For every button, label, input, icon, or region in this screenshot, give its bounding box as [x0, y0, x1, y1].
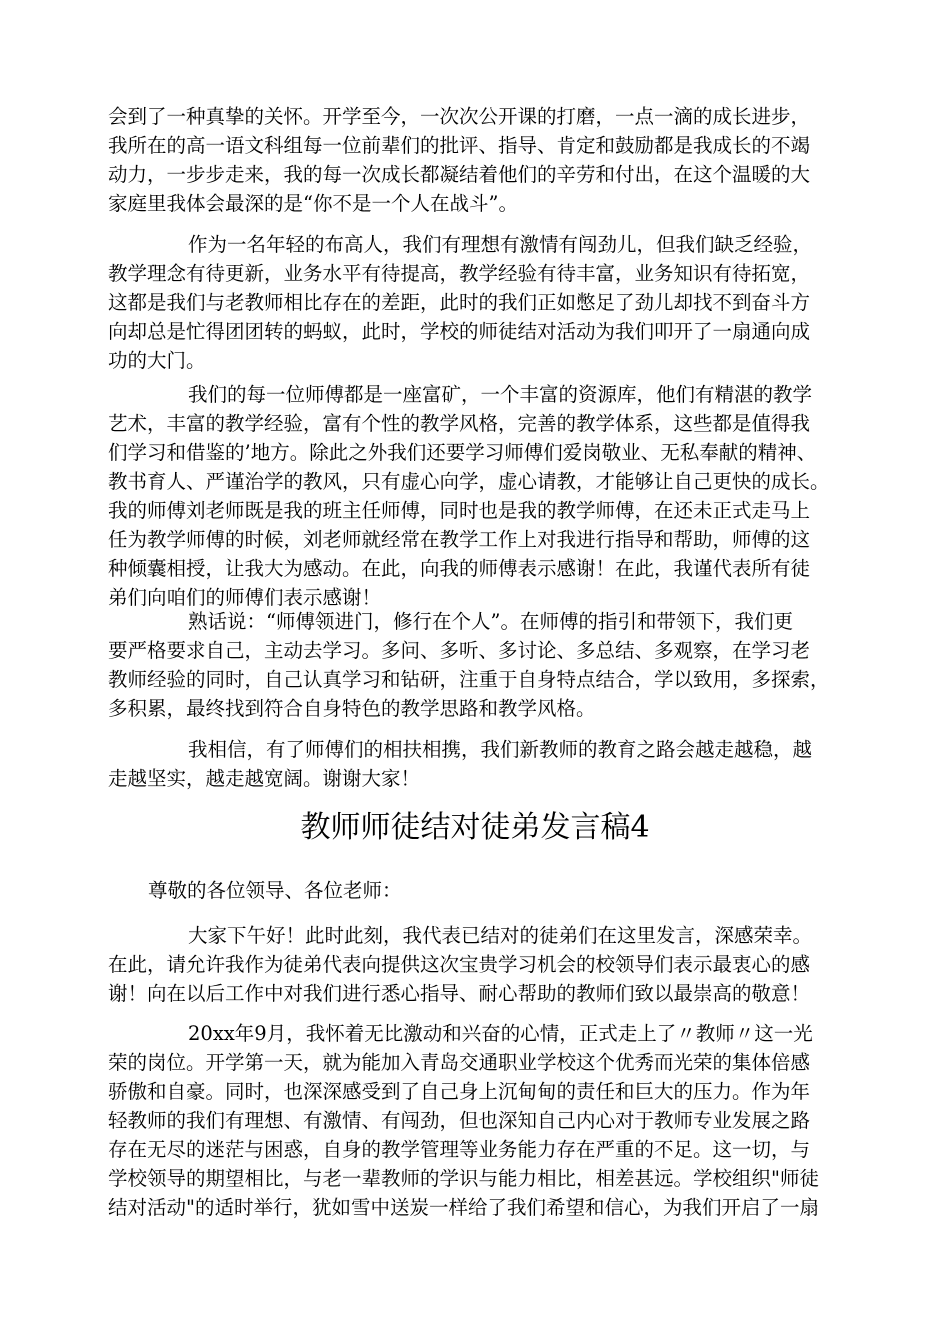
paragraph-line: 动力，一步步走来，我的每一次成长都凝结着他们的辛劳和付出，在这个温暖的大	[108, 163, 811, 186]
paragraph-line: 这都是我们与老教师相比存在的差距，此时的我们正如憋足了劲儿却找不到奋斗方	[108, 291, 811, 314]
paragraph-line: 荣的岗位。开学第一天，就为能加入青岛交通职业学校这个优秀而光荣的集体倍感	[108, 1051, 811, 1074]
paragraph-line: 多积累，最终找到符合自身特色的教学思路和教学风格。	[108, 697, 596, 720]
paragraph-line: 我的师傅刘老师既是我的班主任师傅，同时也是我的教学师傅，在还未正式走马上	[108, 499, 811, 522]
paragraph-line: 走越坚实，越走越宽阔。谢谢大家！	[108, 767, 421, 790]
paragraph-line: 功的大门。	[108, 349, 206, 372]
paragraph-line: 们学习和借鉴的’地方。除此之外我们还要学习师傅们爱岗敬业、无私奉献的精神、	[108, 441, 817, 464]
paragraph-line: 存在无尽的迷茫与困惑，自身的教学管理等业务能力存在严重的不足。这一切，与	[108, 1138, 811, 1161]
paragraph-line: 家庭里我体会最深的是“你不是一个人在战斗”。	[108, 192, 518, 215]
paragraph-line: 向却总是忙得团团转的蚂蚁，此时，学校的师徒结对活动为我们叩开了一扇通向成	[108, 320, 811, 343]
salutation: 尊敬的各位领导、各位老师：	[148, 879, 402, 902]
paragraph-line: 骄傲和自豪。同时，也深深感受到了自己身上沉甸甸的责任和巨大的压力。作为年	[108, 1080, 811, 1103]
paragraph-4	[108, 607, 860, 723]
paragraph-line: 艺术，丰富的教学经验，富有个性的教学风格，完善的教学体系，这些都是值得我	[108, 412, 811, 435]
paragraph-line: 弟们向咱们的师傅们表示感谢！	[108, 586, 382, 609]
paragraph-line: 教书育人、严谨治学的教风，只有虚心向学，虚心请教，才能够让自己更快的成长。	[108, 470, 830, 493]
paragraph-5	[108, 735, 860, 793]
paragraph-line: 结对活动"的适时举行，犹如雪中送炭一样给了我们希望和信心，为我们开启了一扇	[108, 1196, 819, 1219]
paragraph-7	[108, 1019, 860, 1222]
paragraph-line: 谢！向在以后工作中对我们进行悉心指导、耐心帮助的教师们致以最崇高的敬意！	[108, 982, 811, 1005]
paragraph-line: 种倾囊相授，让我大为感动。在此，向我的师傅表示感谢！在此，我谨代表所有徒	[108, 557, 811, 580]
paragraph-line: 20xx年9月，我怀着无比激动和兴奋的心情，正式走上了〃教师〃这一光	[188, 1022, 813, 1045]
paragraph-line: 任为教学师傅的时候，刘老师就经常在教学工作上对我进行指导和帮助，师傅的这	[108, 528, 811, 551]
paragraph-line: 我们的每一位师傅都是一座富矿，一个丰富的资源库，他们有精湛的教学	[188, 383, 813, 406]
section-title: 教师师徒结对徒弟发言稿4	[300, 810, 650, 845]
paragraph-line: 会到了一种真挚的关怀。开学至今，一次次公开课的打磨，一点一滴的成长进步，	[108, 105, 811, 128]
paragraph-3	[108, 380, 860, 612]
paragraph-1	[108, 102, 860, 218]
paragraph-line: 我相信，有了师傅们的相扶相携，我们新教师的教育之路会越走越稳，越	[188, 738, 813, 761]
paragraph-line: 熟话说：“师傅领进门，修行在个人”。在师傅的指引和带领下，我们更	[188, 610, 793, 633]
paragraph-line: 教师经验的同时，自己认真学习和钻研，注重于自身特点结合，学以致用，多探索，	[108, 668, 830, 691]
paragraph-line: 在此，请允许我作为徒弟代表向提供这次宝贵学习机会的校领导们表示最衷心的感	[108, 953, 811, 976]
paragraph-line: 教学理念有待更新，业务水平有待提高，教学经验有待丰富，业务知识有待拓宽，	[108, 262, 811, 285]
paragraph-6	[108, 921, 860, 1008]
paragraph-line: 作为一名年轻的布高人，我们有理想有激情有闯劲儿，但我们缺乏经验，	[188, 233, 813, 256]
paragraph-line: 大家下午好！此时此刻，我代表已结对的徒弟们在这里发言，深感荣幸。	[188, 924, 813, 947]
paragraph-line: 学校领导的期望相比，与老一辈教师的学识与能力相比，相差甚远。学校组织"师徒	[108, 1167, 819, 1190]
paragraph-line: 要严格要求自己，主动去学习。多问、多听、多讨论、多总结、多观察，在学习老	[108, 639, 811, 662]
paragraph-2	[108, 230, 860, 375]
paragraph-line: 我所在的高一语文科组每一位前辈们的批评、指导、肯定和鼓励都是我成长的不竭	[108, 134, 811, 157]
paragraph-line: 轻教师的我们有理想、有激情、有闯劲，但也深知自己内心对于教师专业发展之路	[108, 1109, 811, 1132]
